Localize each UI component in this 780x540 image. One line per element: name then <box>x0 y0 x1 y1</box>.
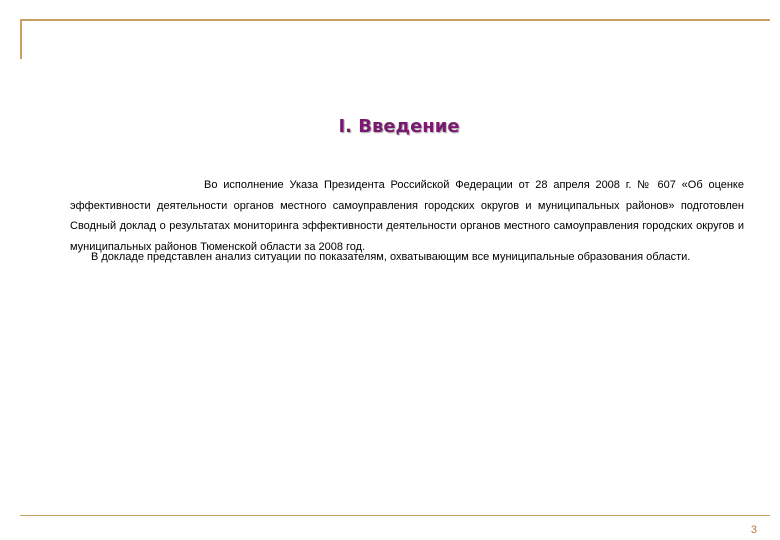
frame-top-line <box>20 19 770 21</box>
page-number: 3 <box>750 524 757 536</box>
footer-line <box>20 515 770 516</box>
analysis-paragraph: В докладе представлен анализ ситуации по показателям, охватывающим все муниципальные образования области. <box>91 251 691 263</box>
intro-paragraph: Во исполнение Указа Президента Российской Федерации от 28 апреля 2008 г. № 607 «Об оценке эффективности деятельности органов местного самоуправления городских округов и муниципальных районов» подготовлен Сводный доклад о результатах мониторинга эффективности деятельности органов местного самоуправления городских округов и муниципальных районов Тюменской области за 2008 год. <box>70 179 744 253</box>
slide-title: I. Введение <box>338 116 460 137</box>
frame-left-line <box>20 19 22 59</box>
